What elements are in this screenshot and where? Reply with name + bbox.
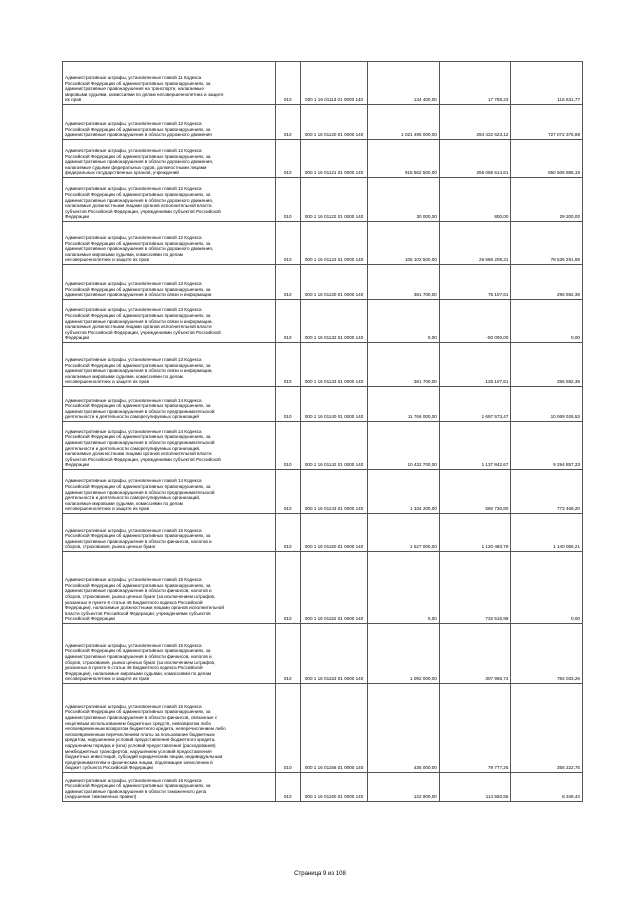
report-table-body <box>63 62 583 802</box>
row-approved-cell: 381 700,00 <box>368 265 440 300</box>
row-kbk-cell: 000 1 16 01156 01 0000 140 <box>300 684 368 773</box>
row-code-cell: 010 <box>275 773 300 802</box>
row-name-cell: Административные штрафы, установленные главой 11 Кодекса Российской Федерации об административных правонарушениях, за административные правонарушения на транспорте, налагаемые мировыми судьями, комиссиями по делам несовершеннолетних и защите их прав <box>63 62 276 105</box>
row-approved-cell: 381 700,00 <box>368 343 440 387</box>
row-approved-cell: 0,00 <box>368 552 440 624</box>
row-remaining-cell: 116 631,77 <box>511 62 583 105</box>
row-kbk-cell: 000 1 16 01150 01 0000 140 <box>300 514 368 552</box>
row-code-cell: 010 <box>275 422 300 470</box>
row-remaining-cell: 29 200,00 <box>511 178 583 222</box>
row-executed-cell: 1 697 573,47 <box>439 387 511 422</box>
row-kbk-cell: 000 1 16 01123 01 0000 140 <box>300 222 368 265</box>
row-approved-cell: 1 527 000,00 <box>368 514 440 552</box>
table-row <box>63 624 583 684</box>
row-executed-cell: 75 107,61 <box>439 265 511 300</box>
row-remaining-cell: 727 072 376,88 <box>511 105 583 140</box>
row-name-cell: Административные штрафы, установленные главой 13 Кодекса Российской Федерации об административных правонарушениях, за административные правонарушения в области связи и информации, налагаемые должностными лицами органов исполнительной власти субъектов Российской Федерации, учреждениями субъектов Российской Федерации <box>63 300 276 343</box>
row-executed-cell: 265 055 614,81 <box>439 140 511 178</box>
row-code-cell: 010 <box>275 300 300 343</box>
row-executed-cell: -50 000,00 <box>439 300 511 343</box>
table-row <box>63 387 583 422</box>
row-approved-cell: 915 562 500,00 <box>368 140 440 178</box>
row-executed-cell: 17 768,23 <box>439 62 511 105</box>
row-name-cell: Административные штрафы, установленные главой 12 Кодекса Российской Федерации об административных правонарушениях, за административные правонарушения в области дорожного движения <box>63 105 276 140</box>
row-executed-cell: 560 730,80 <box>439 470 511 514</box>
row-kbk-cell: 000 1 16 01152 01 0000 140 <box>300 552 368 624</box>
row-approved-cell: 11 766 000,00 <box>368 387 440 422</box>
row-name-cell: Административные штрафы, установленные главой 14 Кодекса Российской Федерации об административных правонарушениях, за административные правонарушения в области предпринимательской деятельности и деятельности саморегулируемых организаций, налагаемые мировыми судьями, комиссиями по делам несовершеннолетних и защите их прав <box>63 470 276 514</box>
row-code-cell: 010 <box>275 265 300 300</box>
row-name-cell: Административные штрафы, установленные главой 16 Кодекса Российской Федерации об административных правонарушениях, за административные правонарушения в области таможенного дела (нарушение таможенных правил) <box>63 773 276 802</box>
row-kbk-cell: 000 1 16 01120 01 0000 140 <box>300 105 368 140</box>
row-executed-cell: 1 137 842,67 <box>439 422 511 470</box>
row-name-cell: Административные штрафы, установленные главой 13 Кодекса Российской Федерации об административных правонарушениях, за административные правонарушения в области связи и информации <box>63 265 276 300</box>
table-row <box>63 343 583 387</box>
row-name-cell: Административные штрафы, установленные главой 15 Кодекса Российской Федерации об административных правонарушениях, за административные правонарушения в области финансов, налогов и сборов, страхования, рынка ценных бумаг (за исключением штрафов, указанных в пункте 6 статьи 46 Бюджетного кодекса Российской Федерации), налагаемые должностными лицами органов исполнительной власти субъектов Российской Федерации, учреждениями субъектов Российской Федерации <box>63 552 276 624</box>
row-executed-cell: 26 566 208,31 <box>439 222 511 265</box>
table-row <box>63 684 583 773</box>
row-executed-cell: 1 120 460,79 <box>439 514 511 552</box>
row-kbk-cell: 000 1 16 01122 01 0000 140 <box>300 178 368 222</box>
row-kbk-cell: 000 1 16 01130 01 0000 140 <box>300 265 368 300</box>
table-row <box>63 552 583 624</box>
row-remaining-cell: 78 536 291,69 <box>511 222 583 265</box>
row-name-cell: Административные штрафы, установленные главой 14 Кодекса Российской Федерации об административных правонарушениях, за административные правонарушения в области предпринимательской деятельности и деятельности саморегулируемых организаций <box>63 387 276 422</box>
row-name-cell: Административные штрафы, установленные главой 12 Кодекса Российской Федерации об административных правонарушениях, за административные правонарушения в области дорожного движения, налагаемые судьями федеральных судов, должностными лицами федеральных государственных органов, учреждений <box>63 140 276 178</box>
row-kbk-cell: 000 1 16 01142 01 0000 140 <box>300 422 368 470</box>
row-code-cell: 010 <box>275 552 300 624</box>
row-remaining-cell: 1 140 055,21 <box>511 514 583 552</box>
row-remaining-cell: 296 592,39 <box>511 265 583 300</box>
row-approved-cell: 0,00 <box>368 300 440 343</box>
row-executed-cell: 307 966,74 <box>439 624 511 684</box>
table-row <box>63 300 583 343</box>
row-approved-cell: 30 000,00 <box>368 178 440 222</box>
row-code-cell: 010 <box>275 514 300 552</box>
row-remaining-cell: 355 222,75 <box>511 684 583 773</box>
row-kbk-cell: 000 1 16 01121 01 0000 140 <box>300 140 368 178</box>
row-executed-cell: 732 516,98 <box>439 552 511 624</box>
table-row <box>63 422 583 470</box>
row-remaining-cell: 773 469,20 <box>511 470 583 514</box>
row-kbk-cell: 000 1 16 01140 01 0000 140 <box>300 387 368 422</box>
row-code-cell: 010 <box>275 62 300 105</box>
row-approved-cell: 1 334 200,00 <box>368 470 440 514</box>
row-kbk-cell: 000 1 16 01132 01 0000 140 <box>300 300 368 343</box>
row-remaining-cell: 650 506 885,19 <box>511 140 583 178</box>
row-approved-cell: 1 092 000,00 <box>368 624 440 684</box>
row-kbk-cell: 000 1 16 01153 01 0000 140 <box>300 624 368 684</box>
row-kbk-cell: 000 1 16 01133 01 0000 140 <box>300 343 368 387</box>
row-kbk-cell: 000 1 16 01160 01 0000 140 <box>300 773 368 802</box>
row-remaining-cell: 9 294 857,33 <box>511 422 583 470</box>
row-remaining-cell: 10 069 026,53 <box>511 387 583 422</box>
table-row <box>63 140 583 178</box>
table-row <box>63 265 583 300</box>
row-code-cell: 010 <box>275 387 300 422</box>
row-executed-cell: 79 777,25 <box>439 684 511 773</box>
row-executed-cell: 114 550,56 <box>439 773 511 802</box>
table-row <box>63 105 583 140</box>
row-remaining-cell: 784 033,26 <box>511 624 583 684</box>
page-footer <box>0 871 640 877</box>
row-approved-cell: 122 900,00 <box>368 773 440 802</box>
row-remaining-cell: 0,00 <box>511 300 583 343</box>
row-code-cell: 010 <box>275 684 300 773</box>
row-name-cell: Административные штрафы, установленные главой 12 Кодекса Российской Федерации об административных правонарушениях, за административные правонарушения в области дорожного движения, налагаемые мировыми судьями, комиссиями по делам несовершеннолетних и защите их прав <box>63 222 276 265</box>
row-code-cell: 010 <box>275 343 300 387</box>
row-remaining-cell: 8 349,44 <box>511 773 583 802</box>
page-number-label: Страница 9 из 108 <box>294 871 346 877</box>
row-executed-cell: 800,00 <box>439 178 511 222</box>
table-row <box>63 222 583 265</box>
row-remaining-cell: 0,00 <box>511 552 583 624</box>
table-row <box>63 178 583 222</box>
row-approved-cell: 10 432 700,00 <box>368 422 440 470</box>
row-code-cell: 010 <box>275 140 300 178</box>
row-name-cell: Административные штрафы, установленные главой 12 Кодекса Российской Федерации об административных правонарушениях, за административные правонарушения в области дорожного движения, налагаемые должностными лицами органов исполнительной власти субъектов Российской Федерации, учреждениями субъектов Российской Федерации <box>63 178 276 222</box>
table-row <box>63 514 583 552</box>
row-name-cell: Административные штрафы, установленные главой 15 Кодекса Российской Федерации об административных правонарушениях, за административные правонарушения в области финансов, налогов и сборов, страхования, рынка ценных бумаг (за исключением штрафов, указанных в пункте 6 статьи 46 Бюджетного кодекса Российской Федерации), налагаемые мировыми судьями, комиссиями по делам несовершеннолетних и защите их прав <box>63 624 276 684</box>
row-approved-cell: 134 400,00 <box>368 62 440 105</box>
table-row <box>63 773 583 802</box>
row-kbk-cell: 000 1 16 01113 01 0000 140 <box>300 62 368 105</box>
row-remaining-cell: 256 592,39 <box>511 343 583 387</box>
row-approved-cell: 105 102 500,00 <box>368 222 440 265</box>
row-name-cell: Административные штрафы, установленные главой 13 Кодекса Российской Федерации об административных правонарушениях, за административные правонарушения в области связи и информации, налагаемые мировыми судьями, комиссиями по делам несовершеннолетних и защите их прав <box>63 343 276 387</box>
row-code-cell: 010 <box>275 624 300 684</box>
row-name-cell: Административные штрафы, установленные главой 14 Кодекса Российской Федерации об административных правонарушениях, за административные правонарушения в области предпринимательской деятельности и деятельности саморегулируемых организаций, налагаемые должностными лицами органов исполнительной власти субъектов Российской Федерации, учреждениями субъектов Российской Федерации <box>63 422 276 470</box>
row-code-cell: 010 <box>275 105 300 140</box>
row-name-cell: Административные штрафы, установленные главой 15 Кодекса Российской Федерации об административных правонарушениях, за административные правонарушения в области финансов, налогов и сборов, страхования, рынка ценных бумаг <box>63 514 276 552</box>
row-approved-cell: 1 021 495 000,00 <box>368 105 440 140</box>
row-code-cell: 010 <box>275 222 300 265</box>
row-executed-cell: 125 107,61 <box>439 343 511 387</box>
row-name-cell: Административные штрафы, установленные главой 15 Кодекса Российской Федерации об административных правонарушениях, за административные правонарушения в области финансов, связанные с нецелевым использованием бюджетных средств, невозвратом либо несвоевременным возвратом бюджетного кредита, неперечислением либо несвоевременным перечислением платы за пользование бюджетным кредитом, нарушением условий предоставления бюджетного кредита, нарушением порядка и (или) условий предоставления (расходования) межбюджетных трансфертов, нарушением условий предоставления бюджетных инвестиций, субсидий юридическим лицам, индивидуальным предпринимателям и физическим лицам, подлежащие зачислению в бюджет субъекта Российской Федерации <box>63 684 276 773</box>
report-table <box>62 61 583 802</box>
row-kbk-cell: 000 1 16 01143 01 0000 140 <box>300 470 368 514</box>
row-approved-cell: 435 000,00 <box>368 684 440 773</box>
row-code-cell: 010 <box>275 178 300 222</box>
table-row <box>63 62 583 105</box>
row-executed-cell: 294 422 623,12 <box>439 105 511 140</box>
row-code-cell: 010 <box>275 470 300 514</box>
table-row <box>63 470 583 514</box>
